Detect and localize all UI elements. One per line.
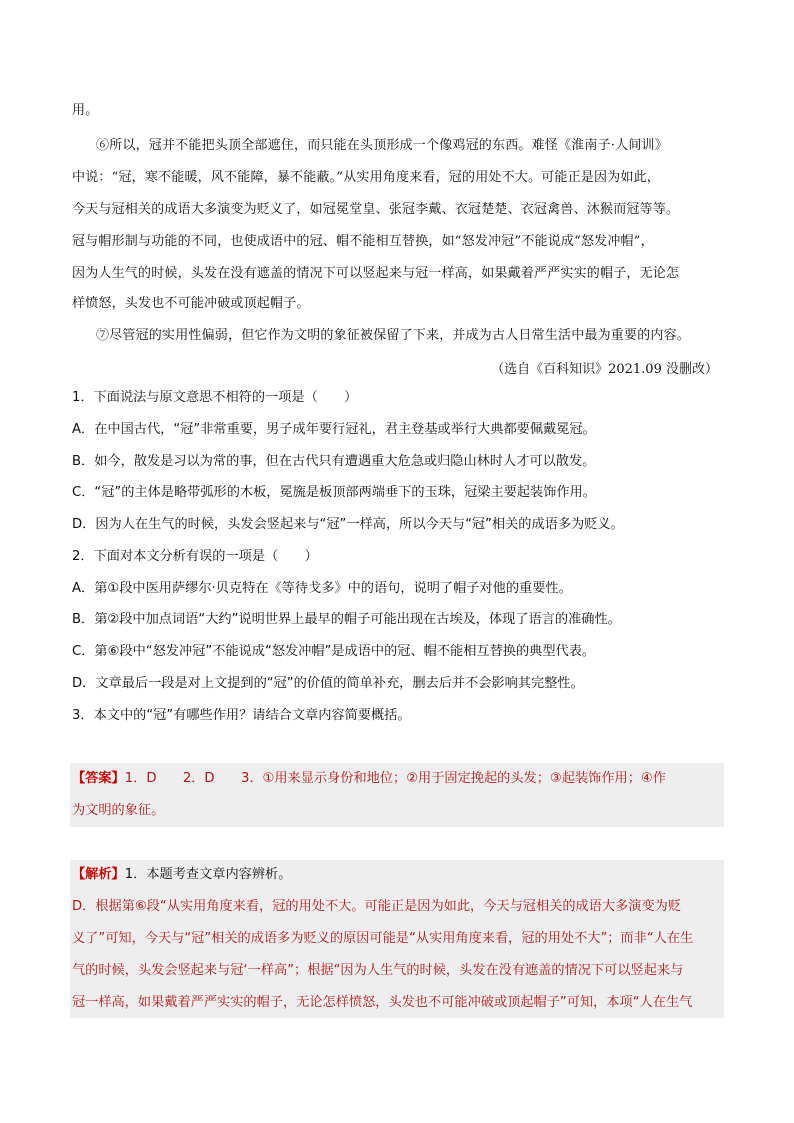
passage-line: 因为人生气的时候，头发在没有遮盖的情况下可以竖起来与冠一样高，如果戴着严严实实的帽子，无论怎 <box>72 266 680 281</box>
analysis-tag: 【解析】 <box>72 867 125 882</box>
question-option: C．“冠”的主体是略带弧形的木板，冕旒是板顶部两端垂下的玉珠，冠梁主要起装饰作用。 <box>72 485 596 500</box>
passage-source: （选自《百科知识》2021.09 没删改） <box>491 362 718 377</box>
passage-line: 用。 <box>72 103 99 118</box>
answer-line-2: 为文明的象征。 <box>72 803 165 818</box>
question-option: D．文章最后一段是对上文提到的“冠”的价值的简单补充，删去后并不会影响其完整性。 <box>72 676 584 691</box>
answer-tag: 【答案】 <box>72 771 125 786</box>
analysis-line: D．根据第⑥段“从实用角度来看，冠的用处不大。可能正是因为如此，今天与冠相关的成语大多演变为贬 <box>72 899 682 914</box>
analysis-line: 义了”可知，今天与“冠”相关的成语多为贬义的原因可能是“从实用角度来看，冠的用处不大”；而非“人在生 <box>72 931 694 946</box>
analysis-head <box>72 866 722 884</box>
question-option: A．第①段中医用萨缪尔·贝克特在《等待戈多》中的语句，说明了帽子对他的重要性。 <box>72 581 572 596</box>
analysis-intro: 1．本题考查文章内容辨析。 <box>124 867 292 882</box>
answer-text: 1．D 2．D 3．①用来显示身份和地位；②用于固定挽起的头发；③起装饰作用；④作 <box>124 771 666 786</box>
question-stem: 2．下面对本文分析有误的一项是（ ） <box>72 549 318 564</box>
passage-line: ⑥所以，冠并不能把头顶全部遮住，而只能在头顶形成一个像鸡冠的东西。难怪《淮南子·人间训》 <box>96 138 668 153</box>
question-stem: 1．下面说法与原文意思不相符的一项是（ ） <box>72 390 358 405</box>
question-stem: 3．本文中的“冠”有哪些作用？请结合文章内容简要概括。 <box>72 708 411 723</box>
question-option: A．在中国古代，“冠”非常重要，男子成年要行冠礼，君主登基或举行大典都要佩戴冕冠。 <box>72 422 596 437</box>
question-option: B．第②段中加点词语“大约”说明世界上最早的帽子可能出现在古埃及，体现了语言的准确性。 <box>72 612 621 627</box>
analysis-line: 气的时候，头发会竖起来与冠‘一样高”；根据“因为人生气的时候，头发在没有遮盖的情况下可以竖起来与 <box>72 963 684 978</box>
answer-line <box>72 770 722 788</box>
analysis-line: 冠一样高，如果戴着严严实实的帽子，无论怎样愤怒，头发也不可能冲破或顶起帽子”可知，本项“人在生气 <box>72 995 693 1010</box>
passage-line: 冠与帽形制与功能的不同，也使成语中的冠、帽不能相互替换，如“怒发冲冠”不能说成“怒发冲帽”， <box>72 234 654 249</box>
passage-line: ⑦尽管冠的实用性偏弱，但它作为文明的象征被保留了下来，并成为古人日常生活中最为重要的内容。 <box>96 328 691 343</box>
passage-line: 中说：“冠，寒不能暖，风不能障，暴不能蔽。”从实用角度来看，冠的用处不大。可能正是因为如此， <box>72 170 660 185</box>
question-option: C．第⑥段中“怒发冲冠”不能说成“怒发冲帽”是成语中的冠、帽不能相互替换的典型代表。 <box>72 644 596 659</box>
passage-line: 样愤怒，头发也不可能冲破或顶起帽子。 <box>72 296 310 311</box>
passage-line: 今天与冠相关的成语大多演变为贬义了，如冠冕堂皇、张冠李戴、衣冠楚楚、衣冠禽兽、沐猴而冠等等。 <box>72 202 680 217</box>
question-option: B．如今，散发是习以为常的事，但在古代只有遭遇重大危急或归隐山林时人才可以散发。 <box>72 454 596 469</box>
question-option: D．因为人在生气的时候，头发会竖起来与“冠”一样高，所以今天与“冠”相关的成语多为贬义。 <box>72 517 624 532</box>
